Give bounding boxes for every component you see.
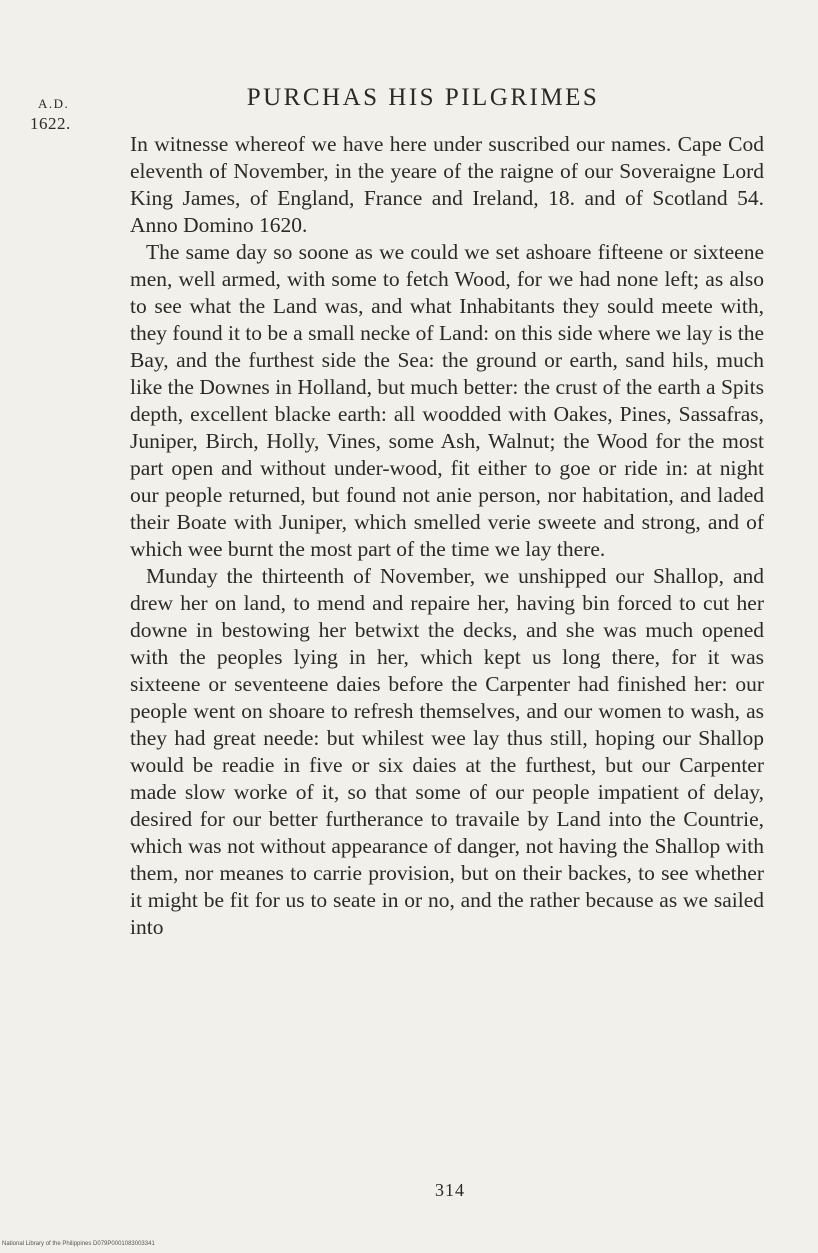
margin-note-label: A.D. bbox=[38, 96, 70, 111]
body-text bbox=[130, 131, 764, 941]
margin-note bbox=[30, 94, 100, 134]
paragraph-attestation: In witnesse whereof we have here under suscribed our names. Cape Cod eleventh of November, in the yeare of the raigne of our Soveraigne Lord King James, of England, France and Ireland, 18. and of Scotland 54. Anno Domino 1620. bbox=[130, 132, 764, 237]
footer-credit: National Library of the Philippines D079P0001083003341 bbox=[2, 1241, 155, 1247]
paragraph-shallop: Munday the thirteenth of November, we unshipped our Shallop, and drew her on land, to mend and repaire her, having bin forced to cut her downe in bestowing her betwixt the decks, and she was much opened with the peoples lying in her, which kept us long there, for it was sixteene or seventeene daies before the Carpenter had finished her: our people went on shoare to refresh themselves, and our women to wash, as they had great neede: but whilest wee lay thus still, hoping our Shallop would be readie in five or six daies at the furthest, but our Carpenter made slow worke of it, so that some of our people impatient of delay, desired for our better furtherance to travaile by Land into the Countrie, which was not without appearance of danger, not having the Shallop with them, nor meanes to carrie provision, but on their backes, to see whether it might be fit for us to seate in or no, and the rather because as we sailed into bbox=[130, 564, 764, 939]
margin-note-year: 1622. bbox=[30, 114, 71, 133]
running-head-text: PURCHAS HIS PILGRIMES bbox=[246, 84, 600, 111]
paragraph-landing: The same day so soone as we could we set ashoare fifteene or sixteene men, well armed, with some to fetch Wood, for we had none left; as also to see what the Land was, and what Inhabitants they sould meete with, they found it to be a small necke of Land: on this side where we lay is the Bay, and the furthest side the Sea: the ground or earth, sand hils, much like the Downes in Holland, but much better: the crust of the earth a Spits depth, excellent blacke earth: all woodded with Oakes, Pines, Sassafras, Juniper, Birch, Holly, Vines, some Ash, Walnut; the Wood for the most part open and without under-wood, fit either to goe or ride in: at night our people returned, but found not anie person, nor habitation, and laded their Boate with Juniper, which smelled verie sweete and strong, and of which wee burnt the most part of the time we lay there. bbox=[130, 240, 764, 561]
page-number: 314 bbox=[435, 1180, 465, 1200]
running-head bbox=[130, 84, 766, 112]
